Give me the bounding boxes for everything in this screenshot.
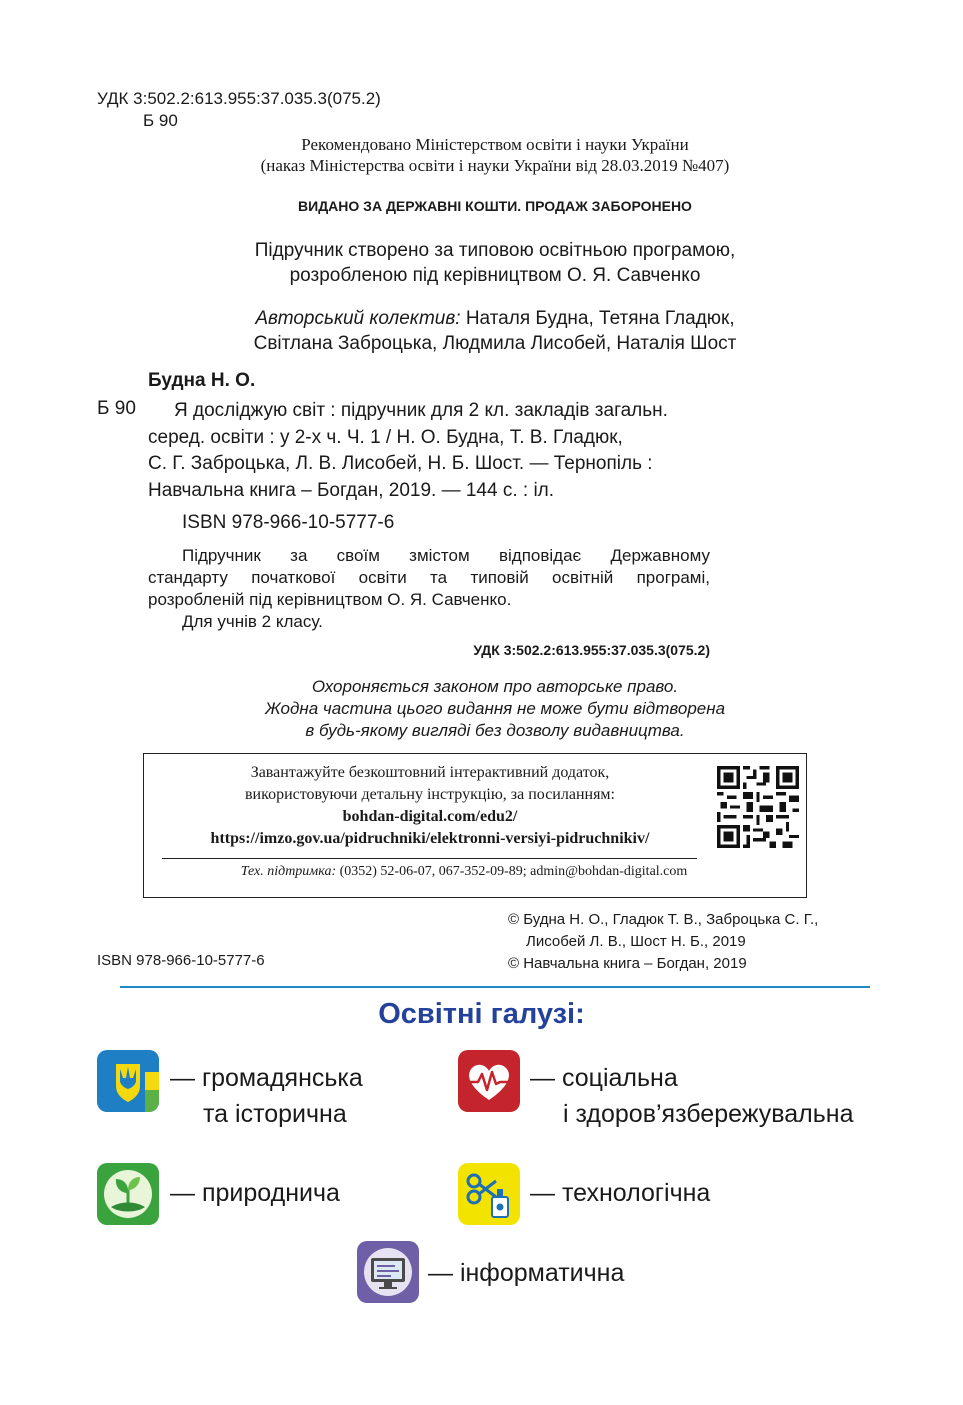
download-instructions xyxy=(154,762,706,850)
annotation-line: розробленій під керівництвом О. Я. Савченко. xyxy=(148,590,512,609)
trident-icon xyxy=(97,1050,159,1112)
authors-line-1 xyxy=(150,306,840,331)
copyright-protection-notice xyxy=(150,676,840,742)
area-info-label: — інформатична xyxy=(428,1259,625,1287)
annotation-line: стандарту початкової освіти та типовій освітній програмі, xyxy=(148,568,710,587)
copyright-holders xyxy=(508,909,818,975)
computer-monitor-icon xyxy=(357,1241,419,1303)
biblio-line: Навчальна книга – Богдан, 2019. — 144 с. : іл. xyxy=(148,479,555,501)
copyright-line: © Навчальна книга – Богдан, 2019 xyxy=(508,955,747,972)
main-author: Будна Н. О. xyxy=(148,370,256,391)
biblio-line: серед. освіти : у 2-х ч. Ч. 1 / Н. О. Будна, Т. В. Гладюк, xyxy=(148,426,623,448)
area-civic-label xyxy=(170,1060,363,1132)
area-tech-label: — технологічна xyxy=(530,1179,711,1207)
area-nature-label: — природнича xyxy=(170,1179,340,1207)
area-social-label xyxy=(530,1060,853,1132)
author-mark-top: Б 90 xyxy=(143,111,178,130)
biblio-line: С. Г. Заброцька, Л. В. Лисобей, Н. Б. Шост. — Тернопіль : xyxy=(148,453,653,474)
recommendation-order-line: (наказ Міністерства освіти і науки України від 28.03.2019 №407) xyxy=(260,156,730,175)
annotation xyxy=(148,545,710,633)
download-line: використовуючи детальну інструкцію, за посиланням: xyxy=(244,786,615,803)
copyright-line: Лисобей Л. В., Шост Н. Б., 2019 xyxy=(526,933,746,950)
areas-title: Освітні галузі: xyxy=(378,998,585,1030)
authors-names-1: Наталя Будна, Тетяна Гладюк, xyxy=(460,308,735,329)
protection-line: в будь-якому вигляді без дозволу видавництва. xyxy=(305,721,685,740)
annotation-line: Підручник за своїм змістом відповідає Державному xyxy=(182,546,710,565)
area-civic-line-2: та історична xyxy=(203,1100,347,1128)
scissors-glue-icon xyxy=(458,1163,520,1225)
box-divider xyxy=(162,858,697,859)
authors-label: Авторський колектив: xyxy=(255,308,461,329)
heart-pulse-icon xyxy=(458,1050,520,1112)
download-line: Завантажуйте безкоштовний інтерактивний додаток, xyxy=(250,764,610,781)
tech-support-label: Тех. підтримка: xyxy=(240,864,337,879)
program-statement xyxy=(150,238,840,288)
annotation-audience: Для учнів 2 класу. xyxy=(182,612,323,631)
udk-code-top: УДК 3:502.2:613.955:37.035.3(075.2) xyxy=(97,89,381,108)
isbn-bottom: ISBN 978-966-10-5777-6 xyxy=(97,952,265,969)
area-social-line-1: — соціальна xyxy=(530,1064,678,1092)
biblio-line: Я досліджую світ : підручник для 2 кл. закладів загальн. xyxy=(174,400,668,421)
area-social-line-2: і здоров’язбережувальна xyxy=(563,1100,854,1128)
catalog-code: Б 90 xyxy=(97,398,136,419)
authors-collective xyxy=(150,306,840,356)
bibliographic-description xyxy=(148,398,668,504)
sprout-icon xyxy=(97,1163,159,1225)
copyright-line: © Будна Н. О., Гладюк Т. В., Заброцька С. Г., xyxy=(508,911,819,928)
tech-support xyxy=(144,864,784,880)
udk-code-catalog: УДК 3:502.2:613.955:37.035.3(075.2) xyxy=(473,642,710,658)
authors-line-2: Світлана Заброцька, Людмила Лисобей, Наталія Шост xyxy=(253,333,737,354)
download-info-box xyxy=(143,753,807,898)
protection-line: Жодна частина цього видання не може бути відтворена xyxy=(264,699,726,718)
section-divider xyxy=(120,986,870,988)
state-funded-notice: ВИДАНО ЗА ДЕРЖАВНІ КОШТИ. ПРОДАЖ ЗАБОРОНЕНО xyxy=(298,198,692,214)
tech-support-contacts: (0352) 52-06-07, 067-352-09-89; admin@bohdan-digital.com xyxy=(336,864,688,879)
qr-code-icon[interactable] xyxy=(717,766,799,848)
download-link-imzo[interactable]: https://imzo.gov.ua/pidruchniki/elektronni-versiyi-pidruchnikiv/ xyxy=(210,830,650,847)
isbn: ISBN 978-966-10-5777-6 xyxy=(182,512,395,533)
protection-line: Охороняється законом про авторське право. xyxy=(311,677,679,696)
area-civic-line-1: — громадянська xyxy=(170,1064,363,1092)
download-link-bohdan[interactable]: bohdan-digital.com/edu2/ xyxy=(342,808,518,825)
ministry-recommendation xyxy=(200,134,790,176)
program-line-2: розробленою під керівництвом О. Я. Савченко xyxy=(289,265,701,286)
recommendation-line: Рекомендовано Міністерством освіти і науки України xyxy=(301,135,689,154)
program-line-1: Підручник створено за типовою освітньою програмою, xyxy=(254,240,736,261)
